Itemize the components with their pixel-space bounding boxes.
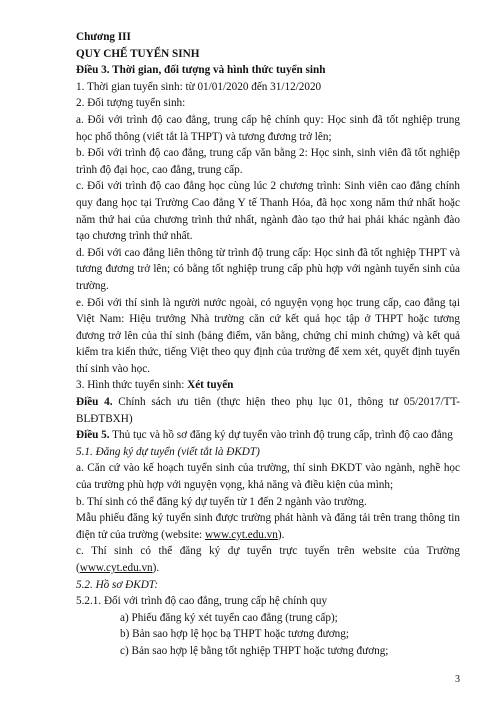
section-5-2-1-heading: 5.2.1. Đối với trình độ cao đẳng, trung cấp hệ chính quy — [76, 595, 328, 608]
section-5-1-a: a. Căn cứ vào kế hoạch tuyển sinh của trường, thí sinh ĐKDT vào ngành, nghề học của trường phù hợp với nguyện vọng, khả năng và điều kiện của mình; — [76, 462, 460, 492]
section-5-1-c — [76, 543, 460, 576]
section-5-1-form — [76, 510, 460, 543]
section-5-1-heading: 5.1. Đăng ký dự tuyển (viết tắt là ĐKDT) — [76, 445, 260, 458]
article-3-heading: Điều 3. Thời gian, đối tượng và hình thức tuyển sinh — [76, 64, 326, 77]
article-3-item-2a: a. Đối với trình độ cao đẳng, trung cấp hệ chính quy: Học sinh đã tốt nghiệp trung học phổ thông (viết tắt là THPT) và tương đương trở lên; — [76, 113, 460, 143]
article-3-item-2b: b. Đối với trình độ cao đẳng, trung cấp văn bằng 2: Học sinh, sinh viên đã tốt nghiệp trình độ đại học, cao đẳng, trung cấp. — [76, 147, 460, 176]
article-3-item-3 — [76, 377, 460, 394]
section-5-1-c-text: c. Thí sinh có thể đăng ký dự tuyển trực tuyến trên website của Trường ( — [76, 545, 460, 574]
article-3-item-2d: d. Đối với cao đẳng liên thông từ trình độ trung cấp: Học sinh đã tốt nghiệp THPT và tương đương trở lên; có bằng tốt nghiệp trung cấp phù hợp với ngành tuyển sinh của trường. — [76, 246, 460, 292]
online-registration-link[interactable]: www.cyt.edu.vn — [79, 562, 153, 574]
article-4 — [76, 394, 460, 427]
article-3-item-3-label: 3. Hình thức tuyển sinh: — [76, 379, 188, 392]
article-3-item-2c: c. Đối với trình độ cao đẳng học cùng lúc 2 chương trình: Sinh viên cao đẳng chính quy đang học tại Trường Cao đẳng Y tế Thanh Hóa, đã học xong năm thứ nhất hoặc năm thứ hai của chương trình thứ nhất, ngành đào tạo thứ hai phải khác ngành đào tạo chương trình thứ nhất. — [76, 180, 460, 243]
article-5-label: Điều 5. — [76, 429, 110, 442]
section-5-1-b: b. Thí sinh có thể đăng ký dự tuyển từ 1 đến 2 ngành vào trường. — [76, 495, 367, 508]
article-3-item-2: 2. Đối tượng tuyển sinh: — [76, 97, 186, 110]
article-4-text: Chính sách ưu tiên (thực hiện theo phụ lục 01, thông tư 05/2017/TT-BLĐTBXH) — [76, 396, 461, 425]
article-5 — [76, 427, 460, 444]
section-5-2-1-a: a) Phiếu đăng ký xét tuyển cao đẳng (trung cấp); — [120, 611, 338, 624]
page-number: 3 — [455, 674, 460, 685]
article-3-item-3-value: Xét tuyển — [187, 379, 234, 392]
article-3-item-2e: e. Đối với thí sinh là người nước ngoài, có nguyện vọng học trung cấp, cao đẳng tại Việt Nam: Hiệu trưởng Nhà trường căn cứ kết quả học tập ở THPT hoặc tương đương trở lên của thí sinh (bảng điểm, văn bằng, chứng chỉ minh chứng) và kết quả kiểm tra kiến thức, tiếng Việt theo quy định của trường để xem xét, quyết định tuyển thí sinh vào học. — [76, 296, 460, 375]
section-5-2-1-c: c) Bản sao hợp lệ bằng tốt nghiệp THPT hoặc tương đương; — [120, 644, 389, 657]
chapter-number: Chương III — [76, 31, 131, 43]
section-5-2-1-b: b) Bản sao hợp lệ học bạ THPT hoặc tương đương; — [120, 628, 349, 641]
section-5-1-form-suffix: ). — [277, 528, 285, 541]
section-5-2-heading: 5.2. Hồ sơ ĐKDT: — [76, 578, 159, 591]
article-4-label: Điều 4. — [76, 396, 113, 409]
article-5-text: Thủ tục và hồ sơ đăng ký dự tuyển vào trình độ trung cấp, trình độ cao đẳng — [109, 429, 453, 442]
section-5-1-c-suffix: ). — [152, 562, 160, 574]
section-5-1-form-text: Mẫu phiếu đăng ký tuyển sinh được trường phát hành và đăng tải trên trang thông tin điện tử của trường (website: — [76, 512, 460, 541]
chapter-title: QUY CHẾ TUYỂN SINH — [76, 47, 200, 60]
article-3-item-1: 1. Thời gian tuyển sinh: từ 01/01/2020 đến 31/12/2020 — [76, 80, 322, 93]
website-link[interactable]: www.cyt.edu.vn — [204, 528, 278, 541]
